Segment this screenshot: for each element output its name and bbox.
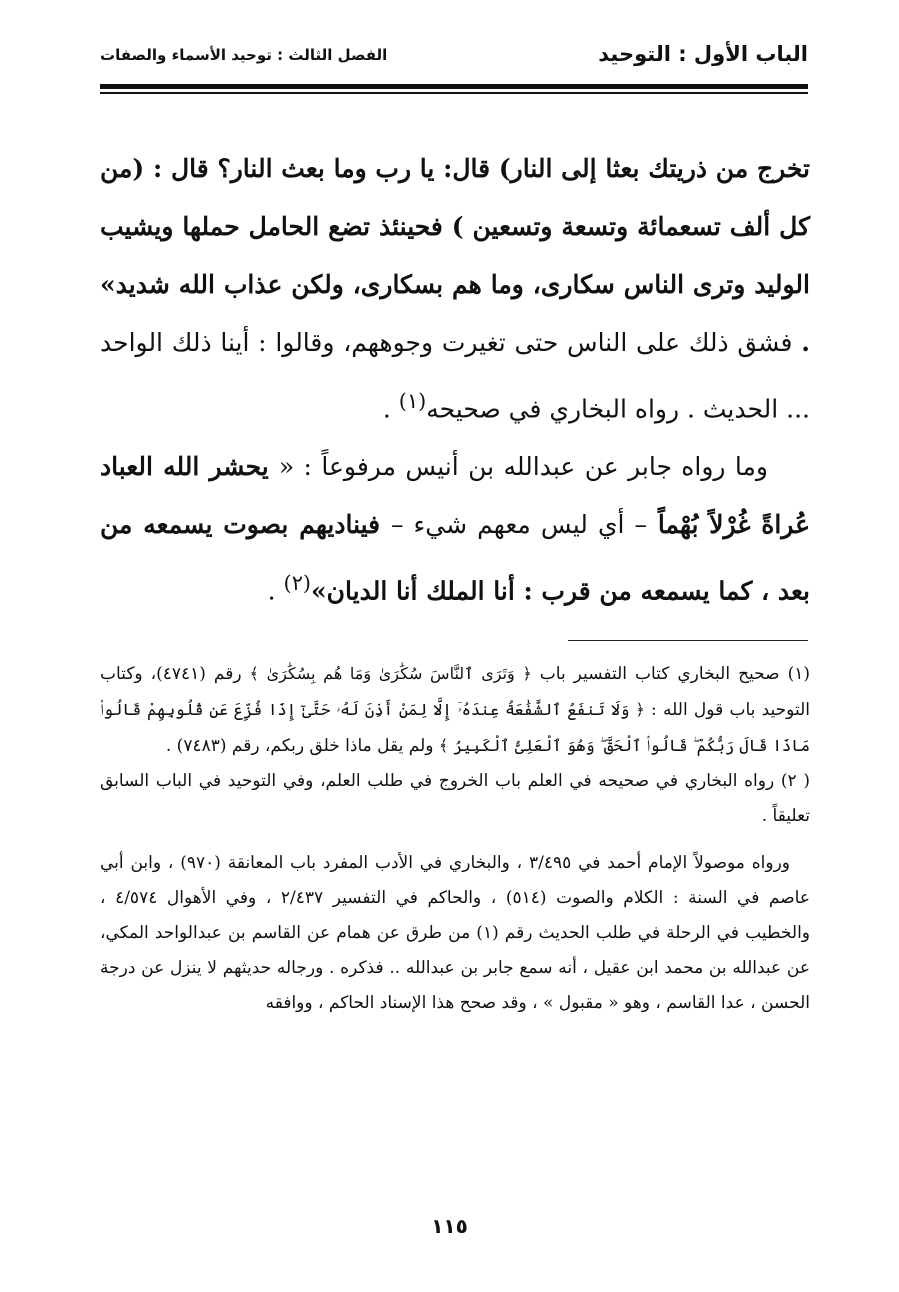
quran-verse-1: ﴿ وَتَرَى ٱلنَّاسَ سُكَٰرَىٰ وَمَا هُم بِسُكَٰرَىٰ ﴾ <box>249 664 532 683</box>
paragraph-2 <box>100 438 810 620</box>
hadith-gloss: – أي ليس معهم شيء – <box>390 510 648 540</box>
footnote-ref-2[interactable]: (٢) <box>283 571 312 596</box>
paragraph-2-end: . <box>267 576 284 606</box>
footnote-1-text-a: (١) صحيح البخاري كتاب التفسير باب <box>531 664 810 684</box>
main-text <box>100 140 810 621</box>
narration-text: فشق ذلك على الناس حتى تغيرت وجوههم، وقالوا : أينا ذلك الواحد ... الحديث . رواه البخاري في صحيحه <box>100 328 810 424</box>
chapter-title: الباب الأول : التوحيد <box>598 42 808 66</box>
paragraph-1-end: . <box>382 394 399 424</box>
footnote-1-text-c: ولم يقل ماذا خلق ربكم، رقم (٧٤٨٣) . <box>165 736 439 756</box>
footnote-separator <box>568 640 808 641</box>
footnote-1 <box>100 656 810 764</box>
footnote-2: ( ٢) رواه البخاري في صحيحه في العلم باب الخروج في طلب العلم، وفي التوحيد في الباب السابق تعليقاً . <box>100 771 810 826</box>
hadith-quote-part-2: فيناديهم بصوت يسمعه من بعد ، كما يسمعه من قرب : أنا الملك أنا الديان» <box>100 510 810 606</box>
header-rule-thick <box>100 84 808 89</box>
footnote-ref-1[interactable]: (١) <box>398 389 427 413</box>
quran-verse-2: ﴿ وَلَا تَنفَعُ ٱلشَّفَٰعَةُ عِندَهُۥٓ إِلَّا لِمَنْ أَذِنَ لَهُۥ حَتَّىٰٓ إِذَا فُزِّعَ عَن قُلُوبِهِمْ قَالُوا۟ مَاذَا قَالَ رَبُّكُمْ ۖ قَالُوا۟ ٱلْحَقَّ ۖ وَهُوَ ٱلْعَلِىُّ ٱلْكَبِيرُ ﴾ <box>100 700 810 755</box>
footnotes <box>100 656 810 1021</box>
footnote-2-continuation: ورواه موصولاً الإمام أحمد في ٣/٤٩٥ ، والبخاري في الأدب المفرد باب المعانقة (٩٧٠) ، وابن أبي عاصم في السنة : الكلام والصوت (٥١٤) ، والحاكم في التفسير ٢/٤٣٧ ، وفي الأهوال ٤/٥٧٤ ، والخطيب في الرحلة في طلب الحديث رقم (١) من طرق عن همام عن القاسم بن عبدالواحد المكي، عن عبدالله بن محمد ابن عقيل ، أنه سمع جابر بن عبدالله .. فذكره . ورجاله حديثهم لا ينزل عن درجة الحسن ، عدا القاسم ، وهو « مقبول » ، وقد صحح هذا الإسناد الحاكم ، ووافقه <box>100 853 810 1013</box>
hadith-quote: تخرج من ذريتك بعثا إلى النار) قال: يا رب وما بعث النار؟ قال : (من كل ألف تسعمائة وتسعة وتسعين ) فحينئذ تضع الحامل حملها ويشيب الوليد وترى الناس سكارى، وما هم بسكارى، ولكن عذاب الله شديد» . <box>100 154 810 357</box>
page-number: ١١٥ <box>431 1214 468 1238</box>
paragraph-1 <box>100 140 810 438</box>
running-header <box>100 38 808 74</box>
hadith-quote-part-1: يحشر الله العباد عُراةً غُرْلاً بُهْماً <box>100 452 811 540</box>
footnote-1-text-b: رقم (٤٧٤١)، وكتاب التوحيد باب قول الله : <box>100 664 810 720</box>
narration-intro: وما رواه جابر عن عبدالله بن أنيس مرفوعاً : « <box>278 452 768 482</box>
header-rule-thin <box>100 92 808 94</box>
section-title: الفصل الثالث : توحيد الأسماء والصفات <box>100 46 388 64</box>
